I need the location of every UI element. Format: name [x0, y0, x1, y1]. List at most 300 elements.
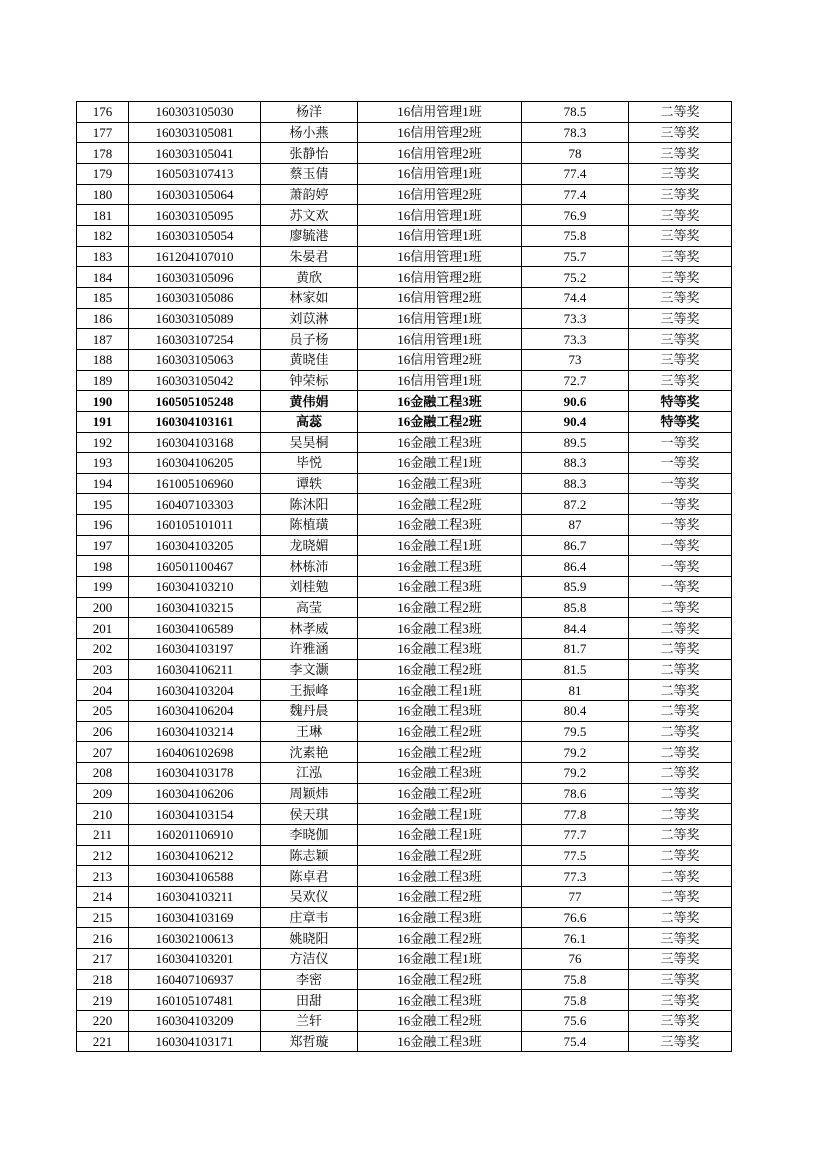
student-name-cell: 高蕊 [261, 411, 358, 432]
table-row [77, 163, 732, 184]
award-level-cell: 二等奖 [629, 886, 732, 907]
row-number-cell: 207 [77, 742, 129, 763]
score-cell: 87 [522, 515, 629, 536]
student-id-cell: 160304103210 [129, 577, 261, 598]
student-id-cell: 160304103209 [129, 1010, 261, 1031]
student-name-cell: 杨小燕 [261, 122, 358, 143]
student-id-cell: 160304106205 [129, 453, 261, 474]
student-name-cell: 刘桂勉 [261, 577, 358, 598]
student-id-cell: 160304106588 [129, 866, 261, 887]
score-cell: 87.2 [522, 494, 629, 515]
class-name-cell: 16信用管理2班 [358, 184, 522, 205]
row-number-cell: 210 [77, 804, 129, 825]
student-id-cell: 160304103197 [129, 639, 261, 660]
class-name-cell: 16金融工程2班 [358, 721, 522, 742]
student-name-cell: 庄章韦 [261, 907, 358, 928]
student-id-cell: 160302100613 [129, 928, 261, 949]
class-name-cell: 16金融工程2班 [358, 597, 522, 618]
class-name-cell: 16金融工程3班 [358, 432, 522, 453]
row-number-cell: 180 [77, 184, 129, 205]
score-cell: 79.5 [522, 721, 629, 742]
row-number-cell: 205 [77, 701, 129, 722]
table-row [77, 680, 732, 701]
row-number-cell: 194 [77, 473, 129, 494]
score-cell: 75.7 [522, 246, 629, 267]
class-name-cell: 16信用管理2班 [358, 349, 522, 370]
class-name-cell: 16信用管理1班 [358, 225, 522, 246]
student-name-cell: 郑哲璇 [261, 1031, 358, 1052]
table-row [77, 866, 732, 887]
award-level-cell: 特等奖 [629, 411, 732, 432]
score-cell: 77.5 [522, 845, 629, 866]
table-row [77, 102, 732, 123]
student-id-cell: 160303105042 [129, 370, 261, 391]
class-name-cell: 16金融工程2班 [358, 494, 522, 515]
class-name-cell: 16信用管理2班 [358, 143, 522, 164]
award-level-cell: 三等奖 [629, 349, 732, 370]
class-name-cell: 16金融工程3班 [358, 618, 522, 639]
table-row [77, 143, 732, 164]
student-name-cell: 吴欢仪 [261, 886, 358, 907]
table-row [77, 1031, 732, 1052]
student-id-cell: 160407103303 [129, 494, 261, 515]
table-row [77, 308, 732, 329]
award-level-cell: 二等奖 [629, 866, 732, 887]
score-cell: 75.8 [522, 225, 629, 246]
table-row [77, 432, 732, 453]
row-number-cell: 177 [77, 122, 129, 143]
row-number-cell: 204 [77, 680, 129, 701]
row-number-cell: 199 [77, 577, 129, 598]
student-name-cell: 朱晏君 [261, 246, 358, 267]
class-name-cell: 16信用管理1班 [358, 329, 522, 350]
score-cell: 90.6 [522, 391, 629, 412]
student-id-cell: 160503107413 [129, 163, 261, 184]
table-row [77, 659, 732, 680]
row-number-cell: 200 [77, 597, 129, 618]
student-id-cell: 160304103171 [129, 1031, 261, 1052]
score-cell: 81.7 [522, 639, 629, 660]
row-number-cell: 192 [77, 432, 129, 453]
class-name-cell: 16信用管理1班 [358, 205, 522, 226]
class-name-cell: 16金融工程2班 [358, 742, 522, 763]
student-name-cell: 李晓伽 [261, 824, 358, 845]
student-id-cell: 160303105095 [129, 205, 261, 226]
class-name-cell: 16金融工程1班 [358, 535, 522, 556]
student-name-cell: 兰轩 [261, 1010, 358, 1031]
score-cell: 88.3 [522, 473, 629, 494]
table-row [77, 907, 732, 928]
student-id-cell: 161204107010 [129, 246, 261, 267]
student-id-cell: 160304103204 [129, 680, 261, 701]
row-number-cell: 178 [77, 143, 129, 164]
score-cell: 78.6 [522, 783, 629, 804]
award-level-cell: 一等奖 [629, 494, 732, 515]
row-number-cell: 191 [77, 411, 129, 432]
student-name-cell: 陈植璜 [261, 515, 358, 536]
award-level-cell: 二等奖 [629, 824, 732, 845]
student-id-cell: 160304103178 [129, 763, 261, 784]
score-cell: 86.4 [522, 556, 629, 577]
table-row [77, 824, 732, 845]
award-level-cell: 一等奖 [629, 432, 732, 453]
student-name-cell: 林栋沛 [261, 556, 358, 577]
student-id-cell: 160304106206 [129, 783, 261, 804]
award-level-cell: 一等奖 [629, 515, 732, 536]
award-level-cell: 三等奖 [629, 143, 732, 164]
student-name-cell: 员子杨 [261, 329, 358, 350]
score-cell: 77.8 [522, 804, 629, 825]
row-number-cell: 217 [77, 948, 129, 969]
award-level-cell: 三等奖 [629, 287, 732, 308]
student-name-cell: 李密 [261, 969, 358, 990]
row-number-cell: 182 [77, 225, 129, 246]
award-level-cell: 三等奖 [629, 267, 732, 288]
score-cell: 77.3 [522, 866, 629, 887]
table-row [77, 577, 732, 598]
row-number-cell: 202 [77, 639, 129, 660]
award-level-cell: 二等奖 [629, 659, 732, 680]
student-id-cell: 160505105248 [129, 391, 261, 412]
award-level-cell: 一等奖 [629, 473, 732, 494]
row-number-cell: 190 [77, 391, 129, 412]
student-id-cell: 160303105086 [129, 287, 261, 308]
row-number-cell: 215 [77, 907, 129, 928]
row-number-cell: 186 [77, 308, 129, 329]
student-name-cell: 钟荣标 [261, 370, 358, 391]
table-row [77, 453, 732, 474]
student-id-cell: 160105107481 [129, 990, 261, 1011]
score-cell: 76.6 [522, 907, 629, 928]
student-id-cell: 160304103205 [129, 535, 261, 556]
row-number-cell: 208 [77, 763, 129, 784]
row-number-cell: 219 [77, 990, 129, 1011]
class-name-cell: 16金融工程2班 [358, 845, 522, 866]
student-name-cell: 林孝威 [261, 618, 358, 639]
score-cell: 73 [522, 349, 629, 370]
row-number-cell: 213 [77, 866, 129, 887]
award-level-cell: 三等奖 [629, 225, 732, 246]
row-number-cell: 203 [77, 659, 129, 680]
table-row [77, 494, 732, 515]
student-name-cell: 张静怡 [261, 143, 358, 164]
student-name-cell: 姚晓阳 [261, 928, 358, 949]
student-id-cell: 160303105041 [129, 143, 261, 164]
score-cell: 75.2 [522, 267, 629, 288]
student-id-cell: 160304103168 [129, 432, 261, 453]
score-cell: 85.9 [522, 577, 629, 598]
class-name-cell: 16金融工程2班 [358, 659, 522, 680]
award-level-cell: 三等奖 [629, 370, 732, 391]
score-cell: 81 [522, 680, 629, 701]
award-level-cell: 三等奖 [629, 990, 732, 1011]
award-level-cell: 一等奖 [629, 577, 732, 598]
class-name-cell: 16金融工程3班 [358, 763, 522, 784]
table-row [77, 535, 732, 556]
class-name-cell: 16金融工程3班 [358, 515, 522, 536]
row-number-cell: 214 [77, 886, 129, 907]
class-name-cell: 16金融工程3班 [358, 1031, 522, 1052]
class-name-cell: 16金融工程3班 [358, 556, 522, 577]
student-name-cell: 高莹 [261, 597, 358, 618]
score-cell: 90.4 [522, 411, 629, 432]
student-name-cell: 苏文欢 [261, 205, 358, 226]
award-table [76, 101, 732, 1052]
student-name-cell: 侯天琪 [261, 804, 358, 825]
class-name-cell: 16金融工程1班 [358, 680, 522, 701]
award-level-cell: 三等奖 [629, 1031, 732, 1052]
student-name-cell: 王琳 [261, 721, 358, 742]
student-name-cell: 田甜 [261, 990, 358, 1011]
student-id-cell: 160201106910 [129, 824, 261, 845]
table-row [77, 763, 732, 784]
student-name-cell: 陈沐阳 [261, 494, 358, 515]
student-name-cell: 刘苡淋 [261, 308, 358, 329]
score-cell: 77.7 [522, 824, 629, 845]
award-level-cell: 三等奖 [629, 948, 732, 969]
score-cell: 78 [522, 143, 629, 164]
table-row [77, 556, 732, 577]
score-cell: 86.7 [522, 535, 629, 556]
student-id-cell: 160501100467 [129, 556, 261, 577]
row-number-cell: 221 [77, 1031, 129, 1052]
class-name-cell: 16信用管理1班 [358, 102, 522, 123]
class-name-cell: 16信用管理1班 [358, 308, 522, 329]
row-number-cell: 181 [77, 205, 129, 226]
score-cell: 77 [522, 886, 629, 907]
table-row [77, 515, 732, 536]
score-cell: 75.8 [522, 990, 629, 1011]
student-id-cell: 160304106589 [129, 618, 261, 639]
score-cell: 73.3 [522, 329, 629, 350]
class-name-cell: 16金融工程2班 [358, 928, 522, 949]
table-row [77, 391, 732, 412]
student-id-cell: 160303105063 [129, 349, 261, 370]
score-cell: 88.3 [522, 453, 629, 474]
student-name-cell: 周颖炜 [261, 783, 358, 804]
class-name-cell: 16金融工程3班 [358, 391, 522, 412]
award-level-cell: 二等奖 [629, 907, 732, 928]
row-number-cell: 218 [77, 969, 129, 990]
student-id-cell: 160304103211 [129, 886, 261, 907]
award-level-cell: 三等奖 [629, 205, 732, 226]
class-name-cell: 16金融工程1班 [358, 453, 522, 474]
score-cell: 76.9 [522, 205, 629, 226]
table-row [77, 184, 732, 205]
table-row [77, 246, 732, 267]
score-cell: 81.5 [522, 659, 629, 680]
class-name-cell: 16金融工程1班 [358, 948, 522, 969]
class-name-cell: 16金融工程3班 [358, 639, 522, 660]
student-name-cell: 李文灏 [261, 659, 358, 680]
row-number-cell: 187 [77, 329, 129, 350]
award-level-cell: 三等奖 [629, 928, 732, 949]
class-name-cell: 16信用管理2班 [358, 287, 522, 308]
score-cell: 79.2 [522, 763, 629, 784]
table-row [77, 886, 732, 907]
class-name-cell: 16金融工程2班 [358, 1010, 522, 1031]
student-name-cell: 沈素艳 [261, 742, 358, 763]
award-level-cell: 三等奖 [629, 163, 732, 184]
student-id-cell: 160303105089 [129, 308, 261, 329]
class-name-cell: 16金融工程3班 [358, 866, 522, 887]
table-row [77, 205, 732, 226]
score-cell: 78.3 [522, 122, 629, 143]
student-name-cell: 谭轶 [261, 473, 358, 494]
table-row [77, 267, 732, 288]
row-number-cell: 189 [77, 370, 129, 391]
row-number-cell: 196 [77, 515, 129, 536]
score-cell: 78.5 [522, 102, 629, 123]
row-number-cell: 195 [77, 494, 129, 515]
student-id-cell: 160304103154 [129, 804, 261, 825]
award-level-cell: 二等奖 [629, 597, 732, 618]
row-number-cell: 201 [77, 618, 129, 639]
award-level-cell: 二等奖 [629, 701, 732, 722]
row-number-cell: 184 [77, 267, 129, 288]
table-row [77, 225, 732, 246]
award-level-cell: 三等奖 [629, 246, 732, 267]
class-name-cell: 16金融工程3班 [358, 473, 522, 494]
student-id-cell: 160303105030 [129, 102, 261, 123]
student-id-cell: 160303107254 [129, 329, 261, 350]
award-level-cell: 二等奖 [629, 618, 732, 639]
student-name-cell: 陈卓君 [261, 866, 358, 887]
table-row [77, 349, 732, 370]
student-name-cell: 黄伟娟 [261, 391, 358, 412]
award-level-cell: 三等奖 [629, 329, 732, 350]
student-name-cell: 林家如 [261, 287, 358, 308]
table-row [77, 1010, 732, 1031]
award-level-cell: 三等奖 [629, 1010, 732, 1031]
class-name-cell: 16金融工程2班 [358, 886, 522, 907]
table-row [77, 639, 732, 660]
class-name-cell: 16金融工程1班 [358, 824, 522, 845]
class-name-cell: 16信用管理2班 [358, 122, 522, 143]
row-number-cell: 206 [77, 721, 129, 742]
award-level-cell: 二等奖 [629, 680, 732, 701]
table-row [77, 287, 732, 308]
student-name-cell: 毕悦 [261, 453, 358, 474]
class-name-cell: 16信用管理1班 [358, 370, 522, 391]
award-level-cell: 一等奖 [629, 556, 732, 577]
student-name-cell: 方洁仪 [261, 948, 358, 969]
table-row [77, 370, 732, 391]
student-name-cell: 魏丹晨 [261, 701, 358, 722]
student-id-cell: 160407106937 [129, 969, 261, 990]
award-level-cell: 二等奖 [629, 102, 732, 123]
student-name-cell: 王振峰 [261, 680, 358, 701]
table-row [77, 411, 732, 432]
student-id-cell: 160304106212 [129, 845, 261, 866]
row-number-cell: 176 [77, 102, 129, 123]
award-table-body [77, 102, 732, 1052]
row-number-cell: 185 [77, 287, 129, 308]
score-cell: 74.4 [522, 287, 629, 308]
student-name-cell: 萧韵婷 [261, 184, 358, 205]
score-cell: 75.8 [522, 969, 629, 990]
class-name-cell: 16金融工程3班 [358, 907, 522, 928]
table-row [77, 928, 732, 949]
score-cell: 79.2 [522, 742, 629, 763]
student-id-cell: 160304103215 [129, 597, 261, 618]
student-id-cell: 160303105081 [129, 122, 261, 143]
class-name-cell: 16金融工程2班 [358, 783, 522, 804]
row-number-cell: 216 [77, 928, 129, 949]
student-id-cell: 160303105064 [129, 184, 261, 205]
table-row [77, 473, 732, 494]
table-row [77, 721, 732, 742]
row-number-cell: 212 [77, 845, 129, 866]
table-row [77, 618, 732, 639]
score-cell: 89.5 [522, 432, 629, 453]
award-level-cell: 一等奖 [629, 453, 732, 474]
class-name-cell: 16金融工程3班 [358, 577, 522, 598]
class-name-cell: 16信用管理1班 [358, 163, 522, 184]
class-name-cell: 16信用管理2班 [358, 267, 522, 288]
student-name-cell: 江泓 [261, 763, 358, 784]
student-id-cell: 160304103214 [129, 721, 261, 742]
student-name-cell: 黄欣 [261, 267, 358, 288]
student-id-cell: 160303105054 [129, 225, 261, 246]
table-row [77, 122, 732, 143]
award-level-cell: 三等奖 [629, 122, 732, 143]
student-id-cell: 160303105096 [129, 267, 261, 288]
row-number-cell: 209 [77, 783, 129, 804]
student-name-cell: 蔡玉倩 [261, 163, 358, 184]
score-cell: 77.4 [522, 184, 629, 205]
class-name-cell: 16金融工程2班 [358, 969, 522, 990]
student-id-cell: 160105101011 [129, 515, 261, 536]
table-row [77, 783, 732, 804]
award-level-cell: 二等奖 [629, 742, 732, 763]
score-cell: 77.4 [522, 163, 629, 184]
score-cell: 80.4 [522, 701, 629, 722]
student-name-cell: 陈志颖 [261, 845, 358, 866]
class-name-cell: 16金融工程2班 [358, 411, 522, 432]
student-name-cell: 黄晓佳 [261, 349, 358, 370]
table-row [77, 701, 732, 722]
score-cell: 84.4 [522, 618, 629, 639]
class-name-cell: 16金融工程1班 [358, 804, 522, 825]
award-level-cell: 特等奖 [629, 391, 732, 412]
student-name-cell: 吴昊桐 [261, 432, 358, 453]
award-level-cell: 三等奖 [629, 308, 732, 329]
award-level-cell: 二等奖 [629, 845, 732, 866]
student-name-cell: 龙晓媚 [261, 535, 358, 556]
award-level-cell: 二等奖 [629, 763, 732, 784]
student-id-cell: 160304103201 [129, 948, 261, 969]
table-row [77, 990, 732, 1011]
award-level-cell: 二等奖 [629, 721, 732, 742]
student-id-cell: 161005106960 [129, 473, 261, 494]
class-name-cell: 16信用管理1班 [358, 246, 522, 267]
score-cell: 76 [522, 948, 629, 969]
row-number-cell: 193 [77, 453, 129, 474]
row-number-cell: 220 [77, 1010, 129, 1031]
row-number-cell: 198 [77, 556, 129, 577]
row-number-cell: 197 [77, 535, 129, 556]
table-row [77, 597, 732, 618]
award-level-cell: 二等奖 [629, 804, 732, 825]
table-row [77, 845, 732, 866]
student-name-cell: 许雅涵 [261, 639, 358, 660]
row-number-cell: 183 [77, 246, 129, 267]
student-id-cell: 160406102698 [129, 742, 261, 763]
award-level-cell: 一等奖 [629, 535, 732, 556]
student-name-cell: 杨洋 [261, 102, 358, 123]
row-number-cell: 188 [77, 349, 129, 370]
